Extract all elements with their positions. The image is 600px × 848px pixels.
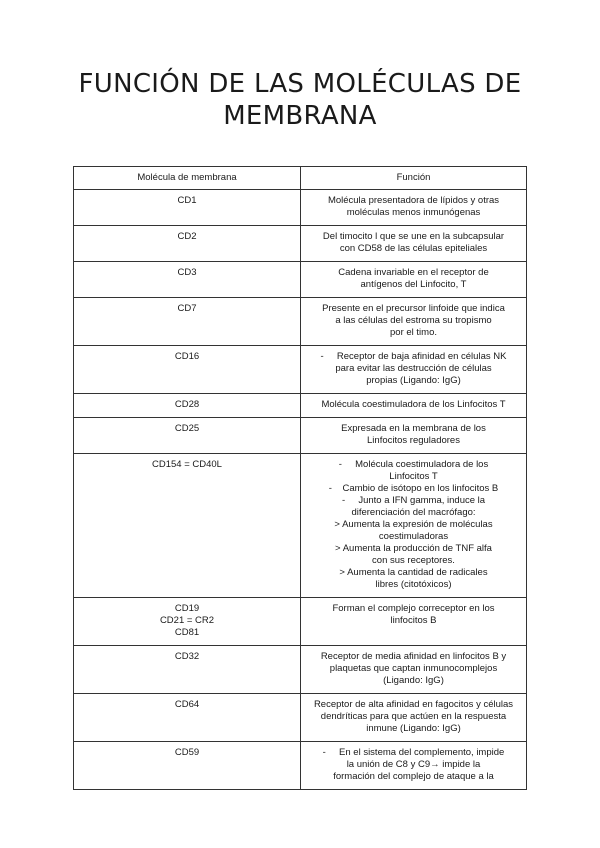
- table-row: [74, 262, 527, 298]
- function-text-line: Cadena invariable en el receptor de: [338, 267, 489, 278]
- function-cell: [301, 454, 527, 598]
- function-text-line: propias (Ligando: IgG): [366, 375, 461, 386]
- function-text-line: - Molécula coestimuladora de los: [338, 459, 489, 470]
- function-text-line: la unión de C8 y C9→ impide la: [346, 759, 481, 770]
- function-text-line: - En el sistema del complemento, impide: [322, 747, 505, 758]
- function-text-line: > Aumenta la cantidad de radicales: [339, 567, 488, 578]
- function-text-line: > Aumenta la expresión de moléculas: [334, 519, 493, 530]
- molecule-cell: [74, 646, 301, 694]
- function-text-line: Del timocito l que se une en la subcapsular: [322, 231, 505, 242]
- molecule-cell: [74, 298, 301, 346]
- function-text-line: Linfocitos T: [389, 471, 438, 482]
- function-text-line: - Receptor de baja afinidad en células NK: [320, 351, 507, 362]
- function-cell: [301, 262, 527, 298]
- molecule-name: CD19: [174, 603, 200, 614]
- molecule-cell: [74, 226, 301, 262]
- molecule-name: CD3: [177, 267, 197, 278]
- molecule-name: CD154 = CD40L: [152, 459, 222, 470]
- function-text-line: para evitar las destrucción de células: [335, 363, 492, 374]
- function-cell: [301, 646, 527, 694]
- table-row: [74, 598, 527, 646]
- molecule-cell: [74, 262, 301, 298]
- molecule-name: CD1: [177, 195, 197, 206]
- function-cell: [301, 418, 527, 454]
- function-cell: [301, 346, 527, 394]
- function-cell: [301, 742, 527, 790]
- function-text-line: a las células del estroma su tropismo: [335, 315, 492, 326]
- function-text-line: inmune (Ligando: IgG): [366, 723, 461, 734]
- function-text-line: moléculas menos inmunógenas: [346, 207, 481, 218]
- molecule-cell: [74, 418, 301, 454]
- header-molecule: Molécula de membrana: [74, 167, 301, 190]
- molecule-cell: [74, 454, 301, 598]
- function-text-line: Expresada en la membrana de los: [341, 423, 486, 434]
- table-row: [74, 394, 527, 418]
- function-text-line: con sus receptores.: [372, 555, 455, 566]
- function-text-line: diferenciación del macrófago:: [351, 507, 476, 518]
- function-text-line: coestimuladoras: [378, 531, 449, 542]
- molecule-name: CD2: [177, 231, 197, 242]
- table-row: [74, 742, 527, 790]
- molecule-cell: [74, 694, 301, 742]
- table-row: [74, 646, 527, 694]
- molecule-name: CD16: [174, 351, 200, 362]
- function-cell: [301, 598, 527, 646]
- function-text-line: plaquetas que captan inmunocomplejos: [329, 663, 498, 674]
- table-row: [74, 298, 527, 346]
- function-cell: [301, 298, 527, 346]
- membrane-molecules-table: [73, 166, 527, 790]
- table-row: [74, 418, 527, 454]
- table-row: [74, 454, 527, 598]
- function-text-line: Molécula presentadora de lípidos y otras: [327, 195, 500, 206]
- function-text-line: - Junto a IFN gamma, induce la: [341, 495, 486, 506]
- table-row: [74, 190, 527, 226]
- molecule-name: CD25: [174, 423, 200, 434]
- function-text-line: (Ligando: IgG): [383, 675, 444, 686]
- molecule-cell: [74, 346, 301, 394]
- page-title: FUNCIÓN DE LAS MOLÉCULAS DE MEMBRANA: [78, 69, 522, 131]
- function-text-line: formación del complejo de ataque a la: [333, 771, 494, 782]
- molecule-name: CD59: [174, 747, 200, 758]
- molecule-name: CD28: [174, 399, 200, 410]
- molecule-name: CD64: [174, 699, 200, 710]
- molecule-cell: [74, 190, 301, 226]
- function-cell: [301, 394, 527, 418]
- function-text-line: con CD58 de las células epiteliales: [339, 243, 488, 254]
- function-text-line: Receptor de media afinidad en linfocitos B y: [320, 651, 507, 662]
- function-text-line: libres (citotóxicos): [375, 579, 452, 590]
- function-cell: [301, 226, 527, 262]
- header-function: Función: [301, 167, 527, 190]
- molecule-cell: [74, 394, 301, 418]
- molecule-cell: [74, 598, 301, 646]
- table-row: [74, 226, 527, 262]
- function-cell: [301, 190, 527, 226]
- molecule-name: CD7: [177, 303, 197, 314]
- function-text-line: linfocitos B: [390, 615, 437, 626]
- molecule-name: CD81: [174, 627, 200, 638]
- function-text-line: dendríticas para que actúen en la respuesta: [320, 711, 507, 722]
- function-text-line: - Cambio de isótopo en los linfocitos B: [328, 483, 499, 494]
- function-text-line: antígenos del Linfocito, T: [360, 279, 467, 290]
- molecule-name: CD32: [174, 651, 200, 662]
- molecule-name: CD21 = CR2: [159, 615, 215, 626]
- table-row: [74, 346, 527, 394]
- function-text-line: Presente en el precursor linfoide que indica: [322, 303, 505, 314]
- table-body: [74, 190, 527, 790]
- function-text-line: Forman el complejo correceptor en los: [332, 603, 495, 614]
- function-text-line: Linfocitos reguladores: [367, 435, 460, 446]
- function-text-line: > Aumenta la producción de TNF alfa: [335, 543, 492, 554]
- molecule-cell: [74, 742, 301, 790]
- function-text-line: por el timo.: [390, 327, 437, 338]
- table-header-row: [74, 167, 527, 190]
- function-text-line: Receptor de alta afinidad en fagocitos y células: [313, 699, 514, 710]
- function-cell: [301, 694, 527, 742]
- table-row: [74, 694, 527, 742]
- function-text-line: Molécula coestimuladora de los Linfocitos T: [321, 399, 506, 410]
